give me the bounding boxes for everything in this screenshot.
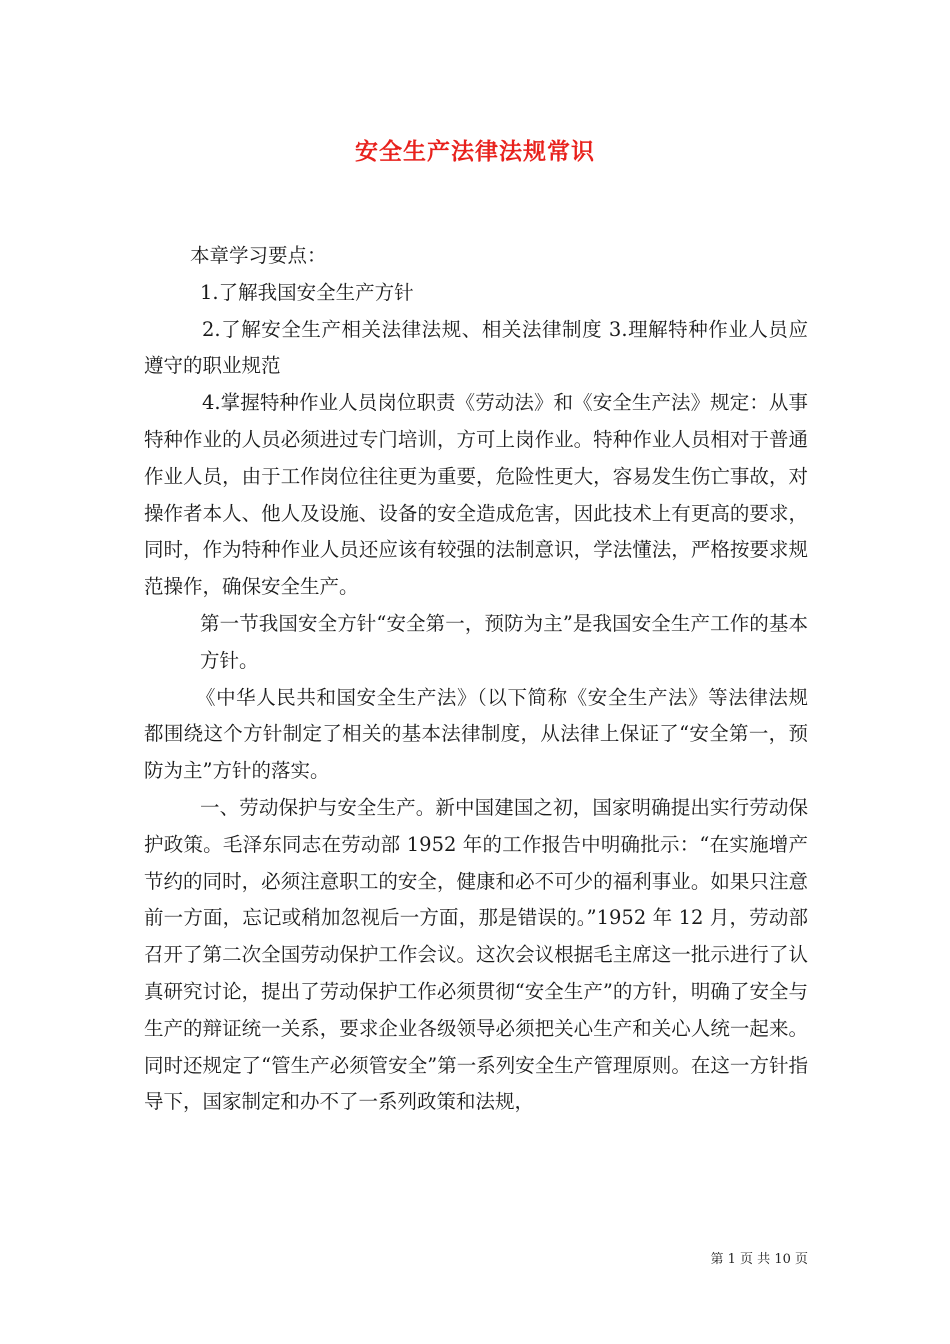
paragraph-safety-law: 《中华人民共和国安全生产法》（以下简称《安全生产法》等法律法规都围绕这个方针制定了相关的基本法律制度，从法律上保证了“安全第一，预防为主”方针的落实。	[144, 685, 808, 783]
page-number: 第 1 页 共 10 页	[710, 1252, 808, 1267]
document-title: 安全生产法律法规常识	[355, 138, 595, 165]
section-1-heading: 第一节我国安全方针“安全第一，预防为主”是我国安全生产工作的基本方针。	[200, 611, 808, 672]
study-point-1: 1.了解我国安全生产方针	[200, 280, 414, 304]
paragraph-labor-protection: 一、劳动保护与安全生产。新中国建国之初，国家明确提出实行劳动保护政策。毛泽东同志在劳动部 1952 年的工作报告中明确批示：“在实施增产节约的同时，必须注意职工的安全，健康和必不可少的福利事业。如果只注意前一方面，忘记或稍加忽视后一方面，那是错误的。”1952 年 12 月，劳动部召开了第二次全国劳动保护工作会议。这次会议根据毛主席这一批示进行了认真研究讨论，提出了劳动保护工作必须贯彻“安全生产”的方针，明确了安全与生产的辩证统一关系，要求企业各级领导必须把关心生产和关心人统一起来。同时还规定了“管生产必须管安全”第一系列安全生产管理原则。在这一方针指导下，国家制定和办不了一系列政策和法规，	[144, 795, 808, 1114]
document-body	[144, 238, 808, 1121]
study-points-heading: 本章学习要点：	[190, 244, 327, 267]
study-point-4: 4.掌握特种作业人员岗位职责《劳动法》和《安全生产法》规定：从事特种作业的人员必须进过专门培训，方可上岗作业。特种作业人员相对于普通作业人员，由于工作岗位往往更为重要，危险性更大，容易发生伤亡事故，对操作者本人、他人及设施、设备的安全造成危害，因此技术上有更高的要求，同时，作为特种作业人员还应该有较强的法制意识，学法懂法，严格按要求规范操作，确保安全生产。	[144, 391, 808, 599]
study-point-2-3: 2.了解安全生产相关法律法规、相关法律制度 3.理解特种作业人员应遵守的职业规范	[144, 317, 808, 378]
